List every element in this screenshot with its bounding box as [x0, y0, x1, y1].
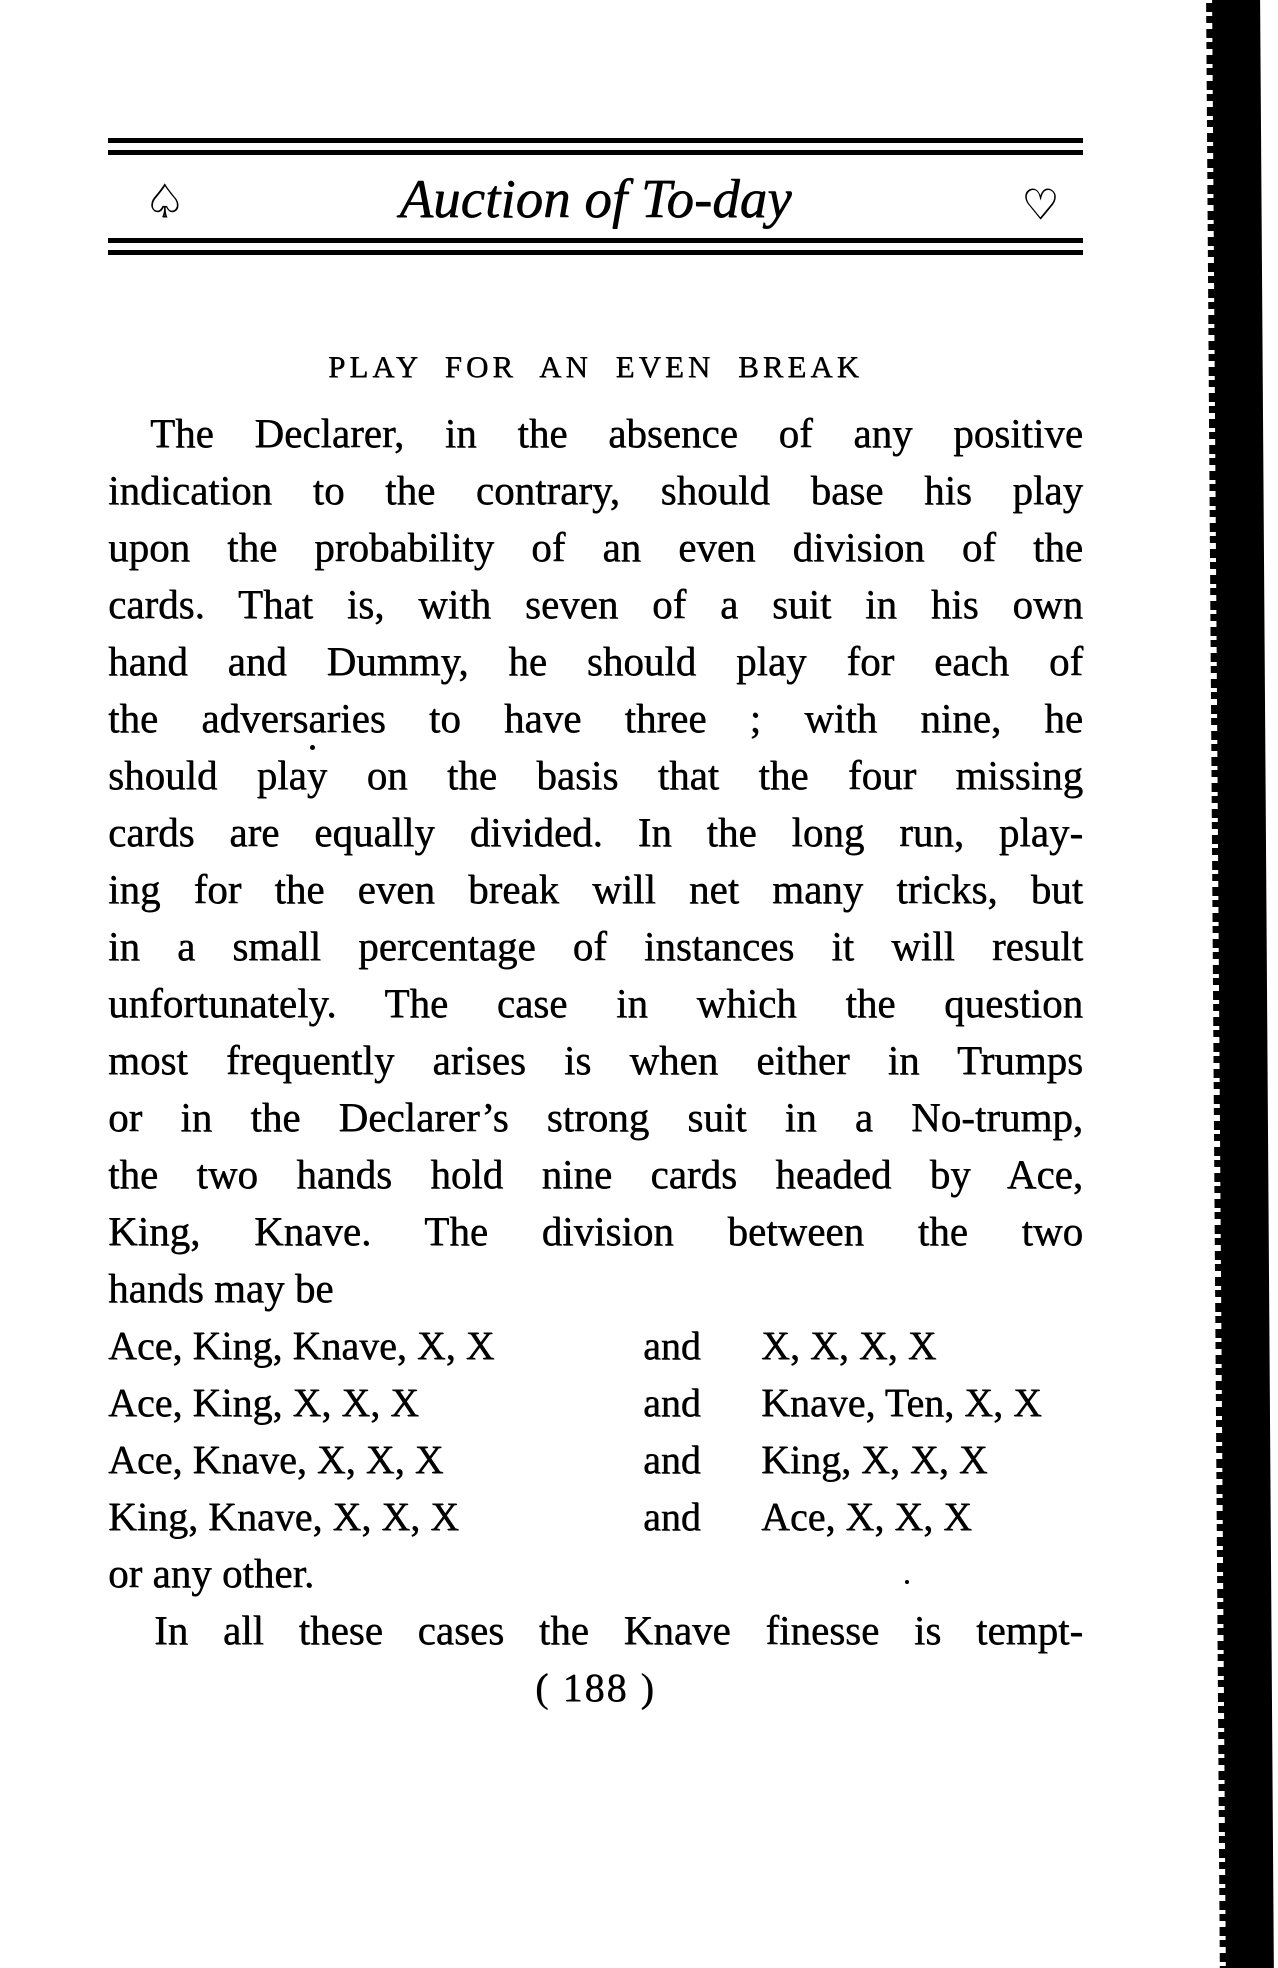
body-line: King, Knave. The division between the two	[108, 1208, 1083, 1254]
card-distribution-table	[108, 1317, 1083, 1545]
body-line: in a small percentage of instances it will result	[108, 923, 1083, 969]
hand-left: King, Knave, X, X, X	[108, 1494, 460, 1539]
page-content	[108, 138, 1083, 1716]
scan-gutter-band	[1212, 0, 1274, 1968]
running-head	[108, 155, 1083, 238]
section-heading: PLAY FOR AN EVEN BREAK	[327, 349, 864, 384]
body-line: hand and Dummy, he should play for each of	[108, 638, 1083, 684]
header-bottom-double-rule	[108, 238, 1083, 255]
hand-left: Ace, King, X, X, X	[108, 1380, 420, 1425]
body-line: ing for the even break will net many tricks, but	[108, 866, 1083, 912]
hand-left: Ace, King, Knave, X, X	[108, 1323, 495, 1368]
body-paragraph	[108, 405, 1083, 1317]
body-line: hands may be	[108, 1265, 334, 1311]
hand-left: Ace, Knave, X, X, X	[108, 1437, 444, 1482]
heart-icon: ♡	[1021, 183, 1059, 229]
body-line: should play on the basis that the four missing	[108, 752, 1083, 798]
top-double-rule	[108, 138, 1083, 155]
body-line: unfortunately. The case in which the question	[108, 980, 1083, 1026]
body-line: or in the Declarer’s strong suit in a No-trump,	[108, 1094, 1083, 1140]
hand-right: Knave, Ten, X, X	[761, 1380, 1042, 1425]
conjunction: and	[643, 1380, 701, 1425]
conjunction: and	[643, 1323, 701, 1368]
body-line: indication to the contrary, should base his play	[108, 467, 1083, 513]
body-line: the adversaries to have three ; with nine, he	[108, 695, 1083, 741]
body-line: cards are equally divided. In the long run, play-	[108, 809, 1083, 855]
spade-icon: ♤	[144, 176, 186, 227]
page-number: ( 188 )	[535, 1665, 656, 1710]
conjunction: and	[643, 1437, 701, 1482]
after-table-line: or any other.	[108, 1550, 315, 1596]
body-line: The Declarer, in the absence of any positive	[150, 410, 1083, 456]
body-line: the two hands hold nine cards headed by Ace,	[108, 1151, 1083, 1197]
body-line: upon the probability of an even division of the	[108, 524, 1083, 570]
hand-right: X, X, X, X	[761, 1323, 937, 1368]
hand-right: Ace, X, X, X	[761, 1494, 973, 1539]
hand-right: King, X, X, X	[761, 1437, 988, 1482]
body-line: cards. That is, with seven of a suit in his own	[108, 581, 1083, 627]
page-title: Auction of To-day	[399, 168, 792, 229]
conjunction: and	[643, 1494, 701, 1539]
closing-paragraph-line: In all these cases the Knave finesse is tempt-	[154, 1607, 1083, 1653]
body-line: most frequently arises is when either in Trumps	[108, 1037, 1083, 1083]
